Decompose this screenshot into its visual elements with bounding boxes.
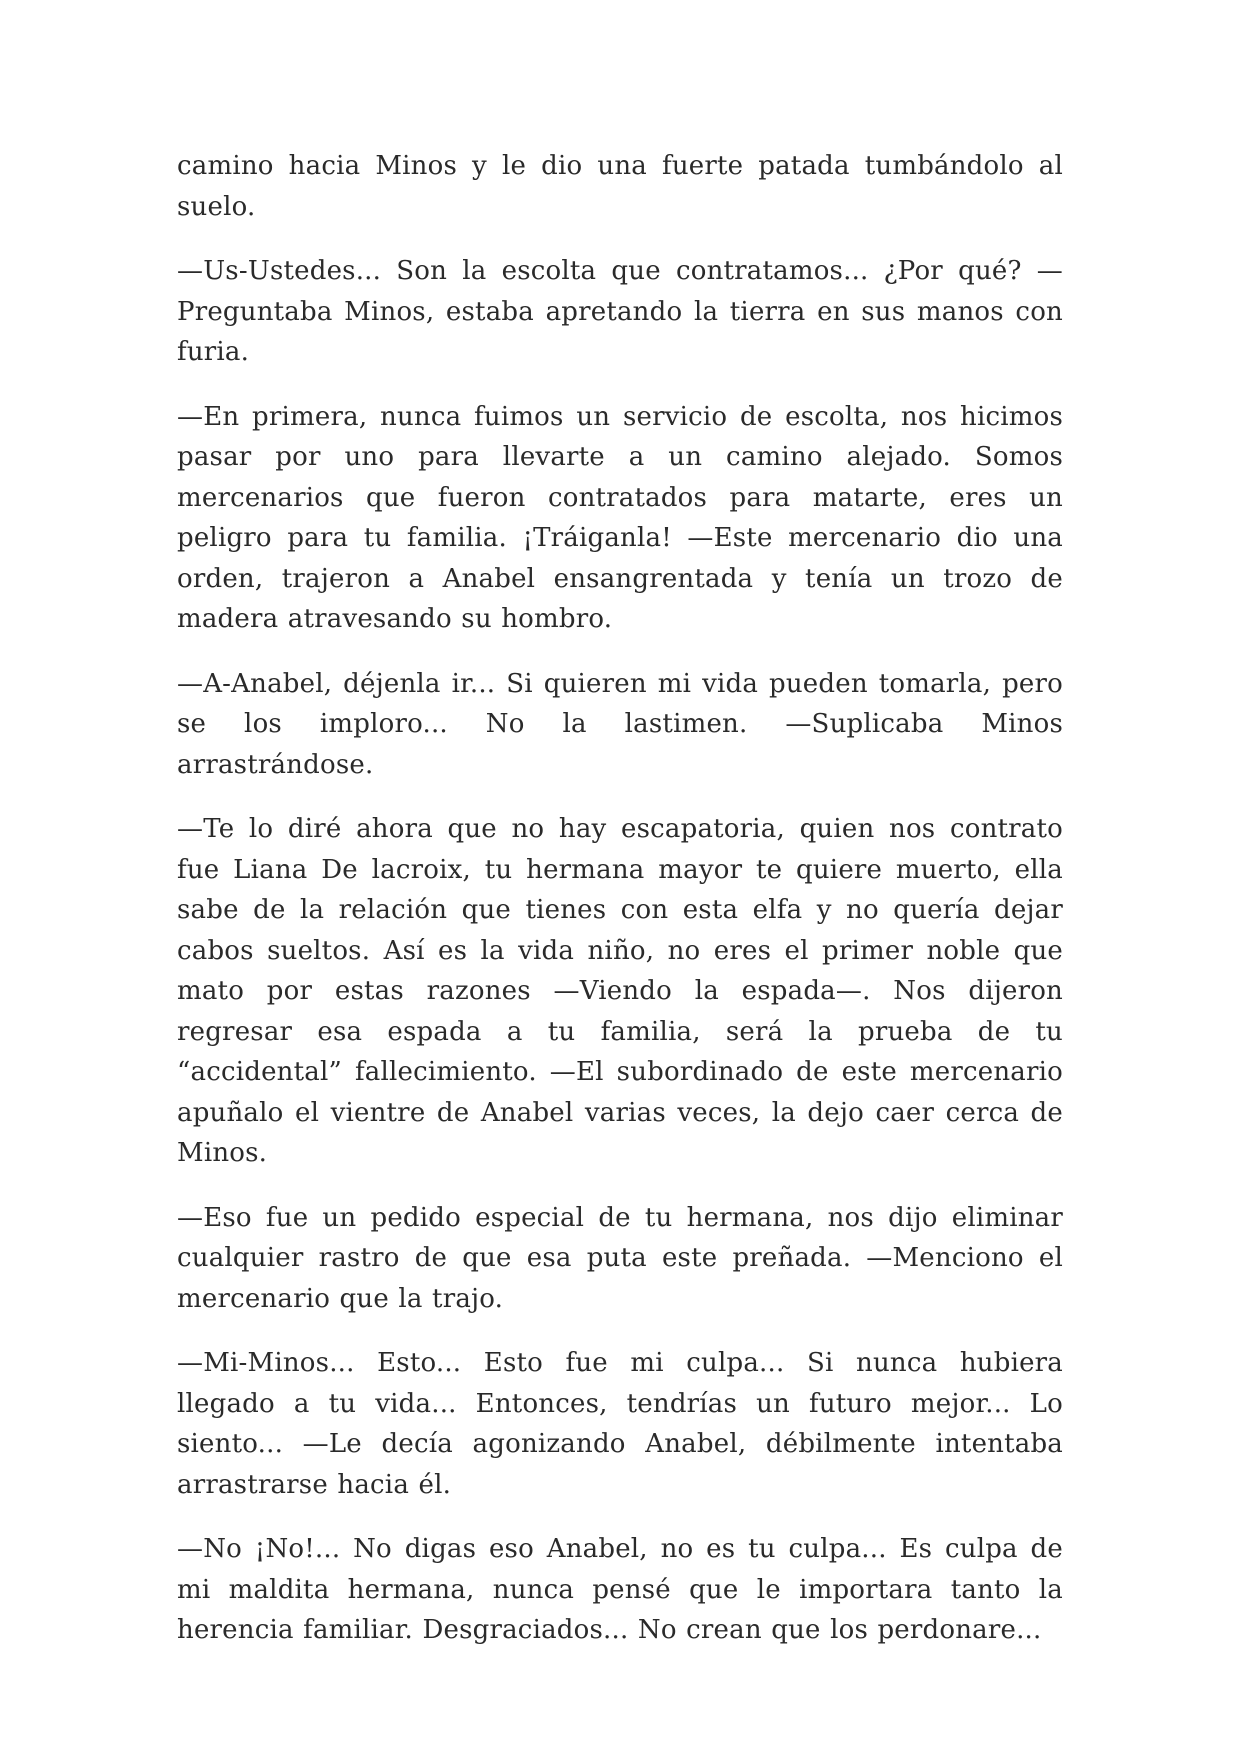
paragraph-4: —A-Anabel, déjenla ir... Si quieren mi vida pueden tomarla, pero se los imploro... No la lastimen. —Suplicaba Minos arrastrándose.	[177, 668, 1063, 780]
paragraph-2: —Us-Ustedes... Son la escolta que contratamos... ¿Por qué? —Preguntaba Minos, estaba apretando la tierra en sus manos con furia.	[177, 256, 1063, 367]
paragraph-1: camino hacia Minos y le dio una fuerte patada tumbándolo al suelo.	[177, 151, 1063, 222]
paragraph-3: —En primera, nunca fuimos un servicio de escolta, nos hicimos pasar por uno para llevarte a un camino alejado. Somos mercenarios que fueron contratados para matarte, eres un peligro para tu familia. ¡Tráiganla! —Este mercenario dio una orden, trajeron a Anabel ensangrentada y tenía un trozo de madera atravesando su hombro.	[177, 401, 1063, 634]
paragraph-7: —Mi-Minos... Esto... Esto fue mi culpa... Si nunca hubiera llegado a tu vida... Entonces, tendrías un futuro mejor... Lo siento... —Le decía agonizando Anabel, débilmente intentaba arrastrarse hacia él.	[177, 1348, 1063, 1500]
paragraph-6: —Eso fue un pedido especial de tu hermana, nos dijo eliminar cualquier rastro de que esa puta este preñada. —Menciono el mercenario que la trajo.	[177, 1202, 1063, 1314]
document-page	[177, 146, 1063, 1675]
paragraph-8: —No ¡No!... No digas eso Anabel, no es tu culpa... Es culpa de mi maldita hermana, nunca pensé que le importara tanto la herencia familiar. Desgraciados... No crean que los perdonare...	[177, 1534, 1063, 1645]
paragraph-5: —Te lo diré ahora que no hay escapatoria, quien nos contrato fue Liana De lacroix, tu hermana mayor te quiere muerto, ella sabe de la relación que tienes con esta elfa y no quería dejar cabos sueltos. Así es la vida niño, no eres el primer noble que mato por estas razones —Viendo la espada—. Nos dijeron regresar esa espada a tu familia, será la prueba de tu “accidental” fallecimiento. —El subordinado de este mercenario apuñalo el vientre de Anabel varias veces, la dejo caer cerca de Minos.	[177, 814, 1063, 1168]
